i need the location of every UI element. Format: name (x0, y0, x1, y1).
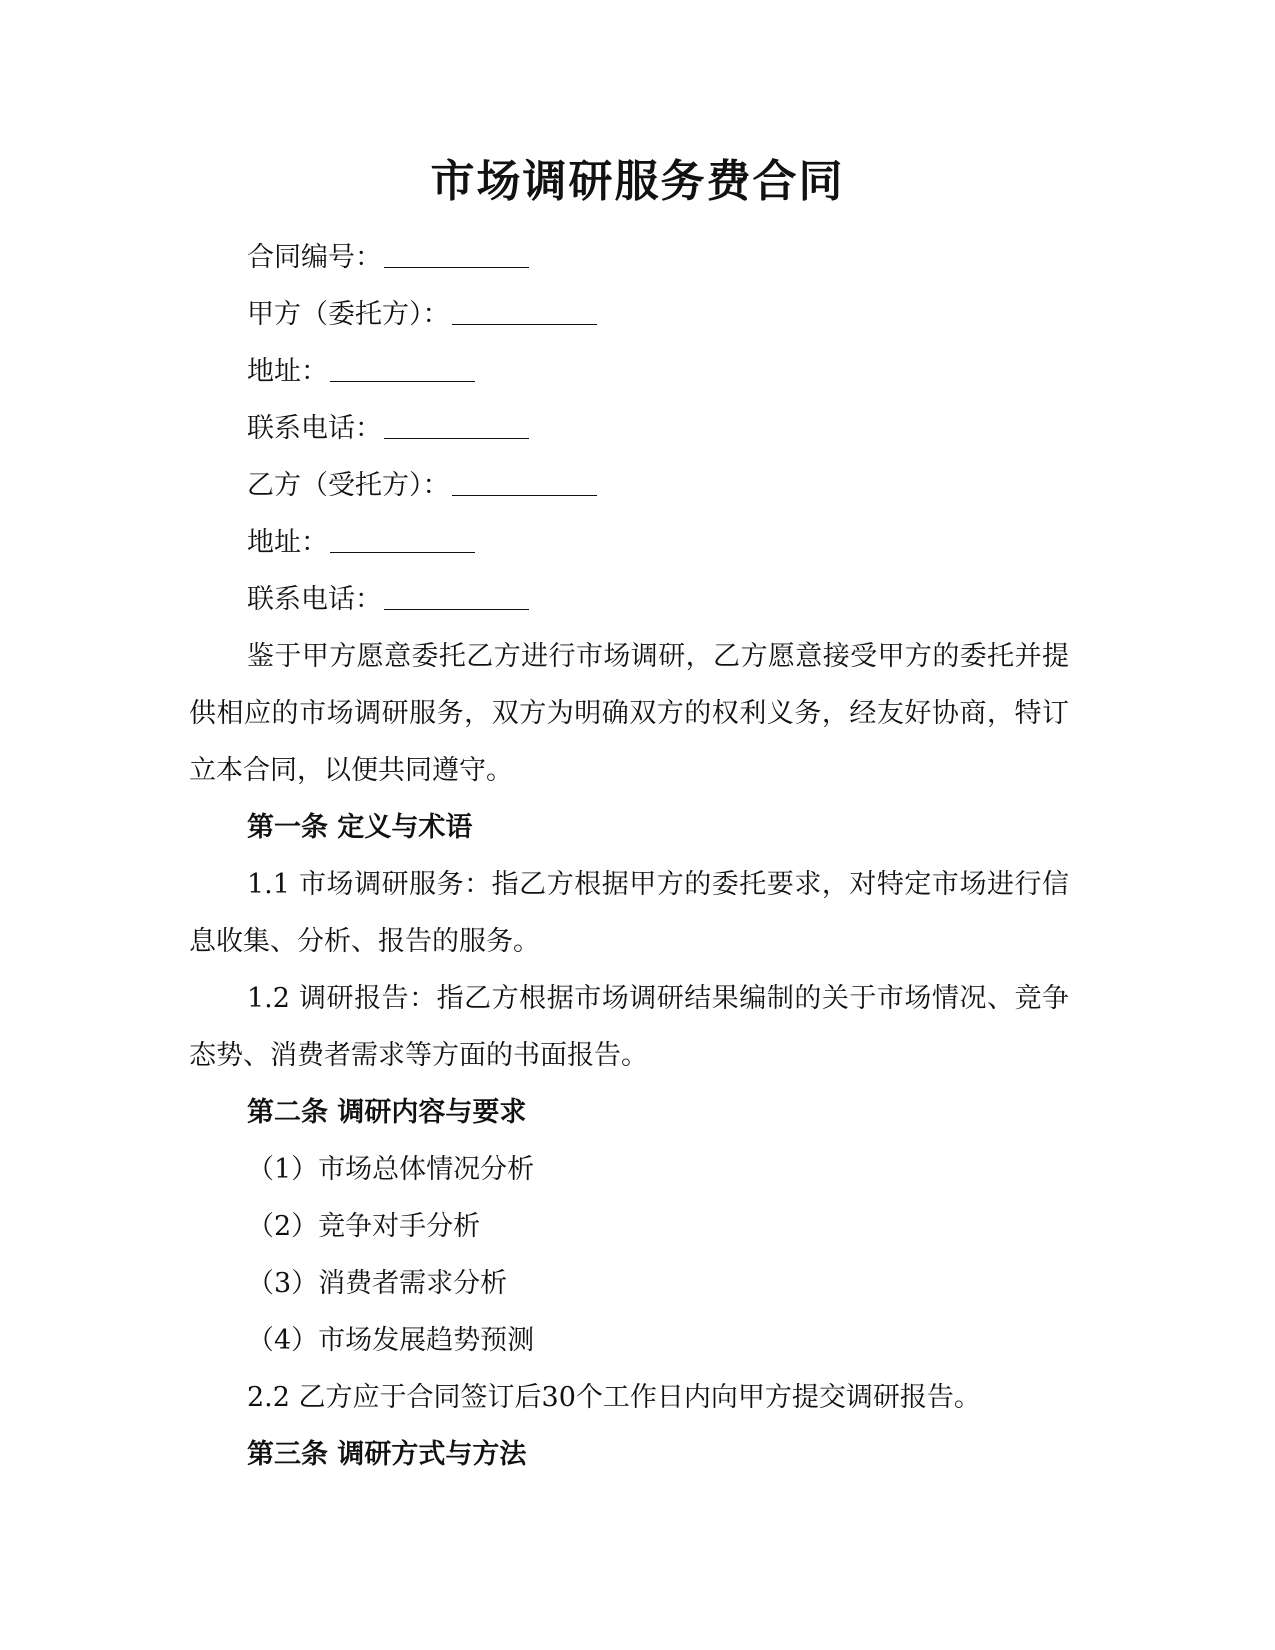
fill-in-blank[interactable] (384, 249, 529, 268)
list-item: （4）市场发展趋势预测 (247, 1325, 535, 1356)
document-body (189, 229, 1069, 1483)
party-b-address-field (189, 514, 1069, 571)
party-b-phone-field (189, 571, 1069, 628)
article-1-heading: 第一条 定义与术语 (247, 812, 473, 843)
field-label: 地址： (247, 527, 328, 558)
clause-1-1: 1.1 市场调研服务：指乙方根据甲方的委托要求，对特定市场进行信息收集、分析、报告的服务。 (189, 869, 1069, 957)
preamble-paragraph: 鉴于甲方愿意委托乙方进行市场调研，乙方愿意接受甲方的委托并提供相应的市场调研服务，双方为明确双方的权利义务，经友好协商，特订立本合同，以便共同遵守。 (189, 641, 1069, 786)
article-3-heading: 第三条 调研方式与方法 (247, 1439, 527, 1470)
fill-in-blank[interactable] (384, 420, 529, 439)
list-item: （1）市场总体情况分析 (247, 1154, 535, 1185)
fill-in-blank[interactable] (330, 363, 475, 382)
list-item: （3）消费者需求分析 (247, 1268, 508, 1299)
contract-number-field (189, 229, 1069, 286)
field-label: 联系电话： (247, 413, 382, 444)
fill-in-blank[interactable] (452, 477, 597, 496)
list-item: （2）竞争对手分析 (247, 1211, 481, 1242)
field-label: 地址： (247, 356, 328, 387)
fill-in-blank[interactable] (384, 591, 529, 610)
document-title: 市场调研服务费合同 (430, 156, 845, 207)
party-a-field (189, 286, 1069, 343)
fill-in-blank[interactable] (330, 534, 475, 553)
field-label: 乙方（受托方）： (247, 470, 450, 501)
article-2-heading: 第二条 调研内容与要求 (247, 1097, 527, 1128)
field-label: 甲方（委托方）： (247, 299, 450, 330)
party-a-phone-field (189, 400, 1069, 457)
clause-2-2: 2.2 乙方应于合同签订后30个工作日内向甲方提交调研报告。 (247, 1382, 981, 1413)
field-label: 合同编号： (247, 242, 382, 273)
clause-1-2: 1.2 调研报告：指乙方根据市场调研结果编制的关于市场情况、竞争态势、消费者需求等方面的书面报告。 (189, 983, 1069, 1071)
party-b-field (189, 457, 1069, 514)
party-a-address-field (189, 343, 1069, 400)
field-label: 联系电话： (247, 584, 382, 615)
fill-in-blank[interactable] (452, 306, 597, 325)
